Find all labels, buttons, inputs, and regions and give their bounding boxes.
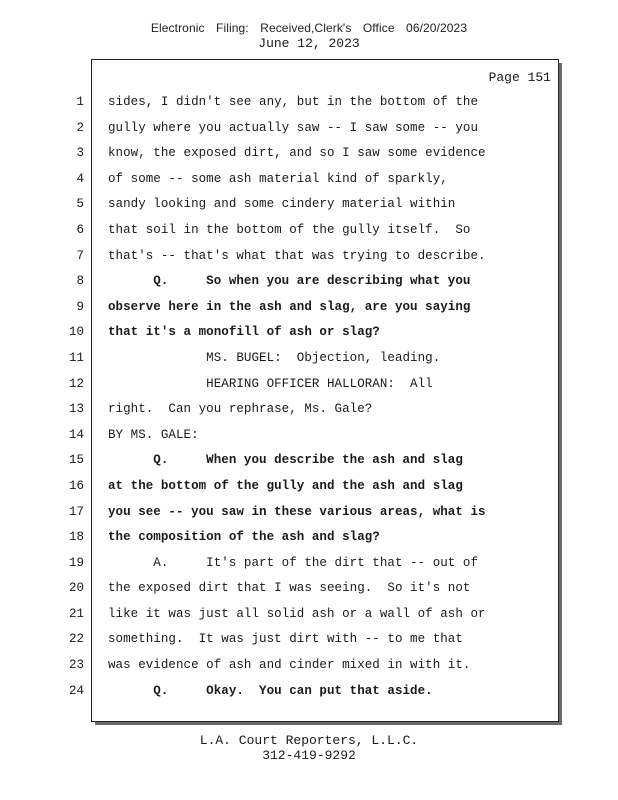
transcript-line (0, 372, 618, 398)
line-text: like it was just all solid ash or a wall of ash or (108, 606, 486, 621)
line-text: Q. When you describe the ash and slag (108, 453, 463, 468)
transcript-line (0, 295, 618, 321)
line-number: 18 (68, 530, 84, 545)
line-number: 10 (68, 325, 84, 340)
transcript-date: June 12, 2023 (258, 36, 360, 51)
stamp-date: 06/20/2023 (406, 21, 468, 35)
line-number: 14 (68, 427, 84, 442)
transcript-line (0, 192, 618, 218)
footer-company: L.A. Court Reporters, L.L.C. (199, 733, 419, 748)
footer-phone: 312-419-9292 (262, 748, 356, 763)
line-number: 19 (68, 555, 84, 570)
line-text: you see -- you saw in these various areas, what is (108, 504, 486, 519)
line-text: observe here in the ash and slag, are you saying (108, 299, 471, 314)
line-text: of some -- some ash material kind of sparkly, (108, 171, 448, 186)
line-text: sandy looking and some cindery material within (108, 197, 456, 212)
transcript-line (0, 551, 618, 577)
line-number: 22 (68, 632, 84, 647)
transcript-line (0, 320, 618, 346)
transcript-line (0, 141, 618, 167)
line-number: 3 (76, 146, 84, 161)
transcript-line (0, 90, 618, 116)
line-number: 16 (68, 478, 84, 493)
line-text: that soil in the bottom of the gully itself. So (108, 222, 471, 237)
line-text: MS. BUGEL: Objection, leading. (108, 350, 441, 365)
stamp-office: Office (362, 21, 395, 35)
transcript-lines (0, 90, 618, 704)
transcript-line (0, 116, 618, 142)
line-text: know, the exposed dirt, and so I saw some evidence (108, 146, 486, 161)
line-number: 12 (68, 376, 84, 391)
line-number: 24 (68, 683, 84, 698)
transcript-line (0, 500, 618, 526)
line-text: the exposed dirt that I was seeing. So it's not (108, 581, 471, 596)
line-text: Q. Okay. You can put that aside. (108, 683, 433, 698)
transcript-line (0, 679, 618, 705)
stamp-electronic: Electronic (150, 21, 205, 35)
transcript-line (0, 244, 618, 270)
transcript-line (0, 448, 618, 474)
transcript-line (0, 167, 618, 193)
line-number: 5 (76, 197, 84, 212)
line-number: 15 (68, 453, 84, 468)
line-text: HEARING OFFICER HALLORAN: All (108, 376, 433, 391)
transcript-line (0, 346, 618, 372)
line-number: 23 (68, 658, 84, 673)
transcript-line (0, 474, 618, 500)
line-text: something. It was just dirt with -- to me that (108, 632, 463, 647)
line-text: at the bottom of the gully and the ash and slag (108, 478, 463, 493)
stamp-received: Received,Clerk's (260, 21, 352, 35)
footer (0, 733, 618, 763)
transcript-line (0, 576, 618, 602)
stamp-filing: Filing: (216, 21, 249, 35)
line-number: 4 (76, 171, 84, 186)
line-number: 9 (76, 299, 84, 314)
line-text: sides, I didn't see any, but in the bottom of the (108, 95, 479, 109)
transcript-line (0, 653, 618, 679)
line-number: 13 (68, 402, 84, 417)
transcript-line (0, 602, 618, 628)
transcript-line (0, 218, 618, 244)
line-text: A. It's part of the dirt that -- out of (108, 555, 479, 570)
line-text: Q. So when you are describing what you (108, 274, 471, 289)
transcript-line (0, 397, 618, 423)
transcript-line (0, 627, 618, 653)
line-text: that it's a monofill of ash or slag? (108, 325, 380, 340)
line-text: that's -- that's what that was trying to describe. (108, 248, 486, 263)
line-number: 11 (68, 350, 84, 365)
page-number: Page 151 (488, 70, 551, 85)
line-number: 21 (68, 606, 84, 621)
line-text: right. Can you rephrase, Ms. Gale? (108, 402, 373, 417)
transcript-line (0, 525, 618, 551)
line-text: the composition of the ash and slag? (108, 530, 380, 545)
transcript-line (0, 269, 618, 295)
line-text: BY MS. GALE: (108, 427, 199, 442)
line-number: 7 (76, 248, 84, 263)
transcript-line (0, 423, 618, 449)
line-number: 17 (68, 504, 84, 519)
line-number: 1 (76, 95, 84, 109)
line-text: was evidence of ash and cinder mixed in with it. (108, 658, 471, 673)
electronic-filing-stamp (0, 21, 618, 35)
line-text: gully where you actually saw -- I saw some -- you (108, 120, 479, 135)
line-number: 2 (76, 120, 84, 135)
line-number: 6 (76, 222, 84, 237)
line-number: 20 (68, 581, 84, 596)
line-number: 8 (76, 274, 84, 289)
